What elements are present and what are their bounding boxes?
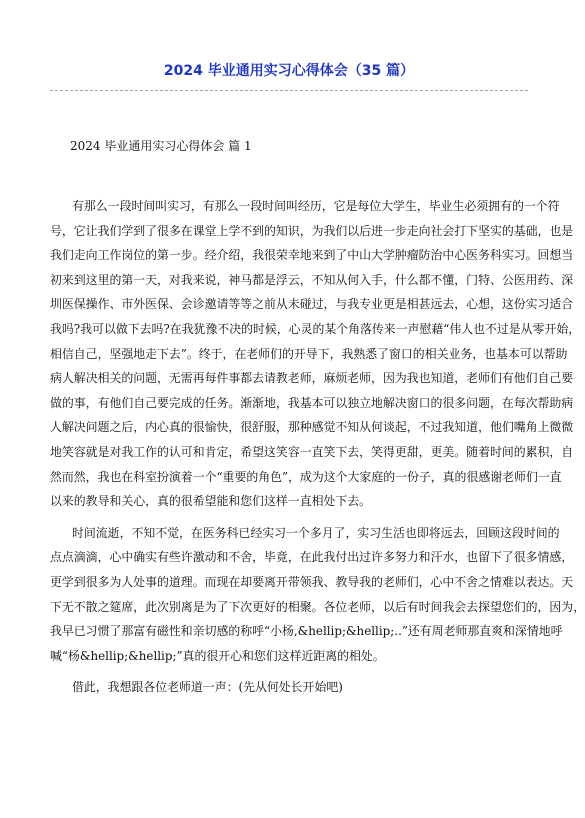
paragraph-1 bbox=[50, 194, 581, 514]
text-line: 喊“杨&hellip;&hellip;”真的很开心和您们这样近距离的相处。 bbox=[50, 648, 385, 663]
text-line: 然而然，我也在科室扮演着一个“重要的角色”，成为这个大家庭的一份子，真的很感谢老师们一直 bbox=[50, 469, 562, 484]
text-line: 我早已习惯了那富有磁性和亲切感的称呼“小杨,&hellip;&hellip;..”还有周老师那直爽和深情地呼 bbox=[50, 624, 563, 639]
paragraph-2 bbox=[50, 521, 585, 669]
text-line: 我们走向工作岗位的第一步。经介绍，我很荣幸地来到了中山大学肿瘤防治中心医务科实习。回想当 bbox=[50, 248, 574, 263]
text-line: 有那么一段时间叫实习，有那么一段时间叫经历，它是每位大学生，毕业生必须拥有的一个符 bbox=[72, 199, 560, 213]
paragraph-3 bbox=[50, 675, 530, 700]
text-line: 以来的教导和关心，真的很希望能和您们这样一直相处下去。 bbox=[50, 494, 372, 509]
section-heading: 2024 毕业通用实习心得体会 篇 1 bbox=[70, 139, 252, 153]
text-line: 更学到很多为人处事的道理。而现在却要离开带领我、教导我的老师们，心中不舍之情难以表达。天 bbox=[50, 574, 574, 589]
title-divider bbox=[50, 90, 528, 91]
text-line: 下无不散之筵席，此次别离是为了下次更好的相聚。各位老师，以后有时间我会去探望您们的，因为， bbox=[50, 599, 585, 614]
text-line: 相信自己，坚强地走下去”。终于，在老师们的开导下，我熟悉了窗口的相关业务，也基本可以帮助 bbox=[50, 346, 568, 361]
text-line: 做的事，有他们自己要完成的任务。渐渐地，我基本可以独立地解决窗口的很多问题，在每次帮助病 bbox=[50, 395, 574, 410]
document-title: 2024 毕业通用实习心得体会（35 篇） bbox=[163, 63, 415, 79]
text-line: 借此，我想跟各位老师道一声：(先从何处长开始吧) bbox=[72, 680, 343, 695]
text-line: 点点滴滴，心中确实有些许激动和不舍，毕竟，在此我付出过许多努力和汗水，也留下了很多情感， bbox=[50, 550, 574, 565]
text-line: 初来到这里的第一天，对我来说，神马都是浮云，不知从何入手，什么都不懂，门特、公医用药、深 bbox=[50, 272, 574, 287]
text-line: 圳医保操作、市外医保、会诊邀请等等之前从未碰过，与我专业更是相甚远去，心想，这份实习适合 bbox=[50, 297, 574, 312]
text-line: 时间流逝，不知不觉，在医务科已经实习一个多月了，实习生活也即将远去，回顾这段时间的 bbox=[72, 525, 560, 540]
text-line: 我吗?我可以做下去吗?在我犹豫不决的时候，心灵的某个角落传来一声慰藉“伟人也不过是从零开始， bbox=[50, 321, 581, 336]
text-line: 人解决问题之后，内心真的很愉快，很舒服，那种感觉不知从何谈起，不过我知道，他们嘴角上微微 bbox=[50, 420, 574, 435]
text-line: 病人解决相关的问题，无需再每件事都去请教老师，麻烦老师，因为我也知道，老师们有他们自己要 bbox=[50, 371, 574, 386]
text-line: 地笑容就是对我工作的认可和肯定，希望这笑容一直笑下去，笑得更甜，更美。随着时间的累积，自 bbox=[50, 444, 574, 459]
document-body bbox=[50, 194, 585, 700]
text-line: 号，它让我们学到了很多在课堂上学不到的知识，为我们以后进一步走向社会打下坚实的基础，也是 bbox=[50, 223, 574, 238]
